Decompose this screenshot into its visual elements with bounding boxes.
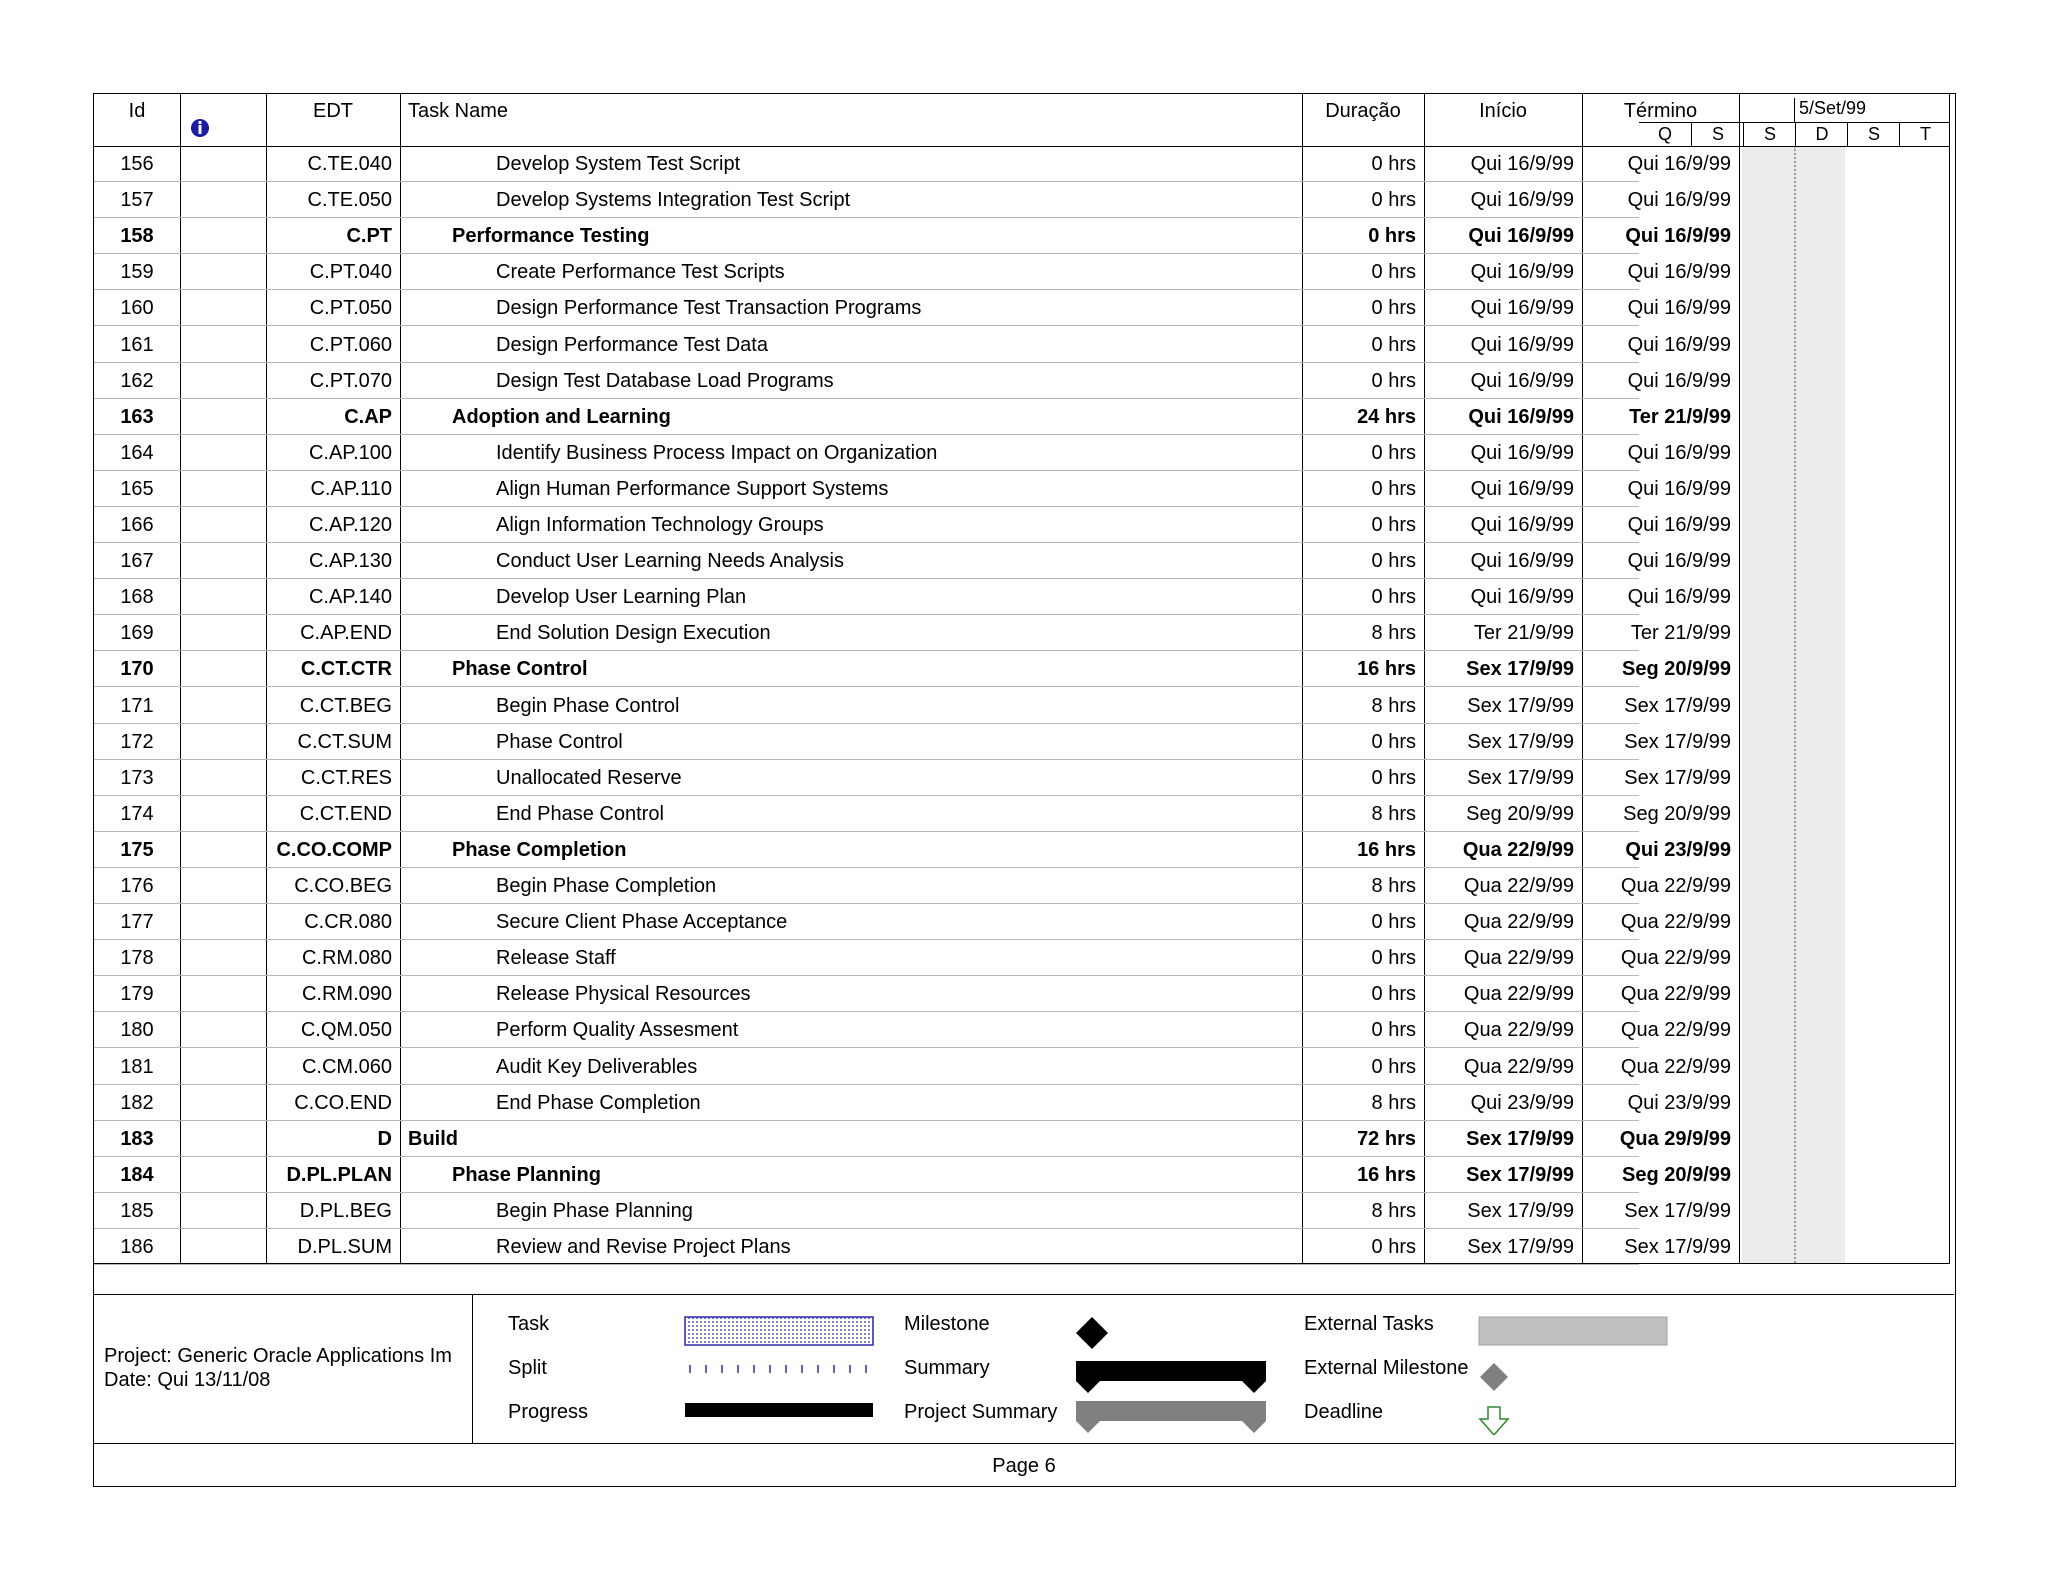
- task-finish: Qui 16/9/99: [1625, 225, 1731, 248]
- task-edt: C.CO.COMP: [276, 838, 392, 861]
- legend: [94, 1294, 1954, 1444]
- task-duration: 8 hrs: [1371, 875, 1416, 897]
- legend-date: Date: Qui 13/11/08: [104, 1369, 271, 1391]
- task-id: 174: [120, 802, 154, 825]
- task-edt: C.RM.090: [301, 983, 392, 1006]
- project-summary-swatch: [1076, 1401, 1266, 1433]
- task-start: Qua 22/9/99: [1463, 911, 1574, 934]
- timeline-day: D: [1795, 122, 1848, 146]
- task-name: Identify Business Process Impact on Organization: [496, 441, 938, 464]
- table-row[interactable]: [94, 435, 1731, 471]
- task-name: Design Test Database Load Programs: [496, 369, 834, 392]
- task-id: 181: [120, 1055, 154, 1078]
- task-id: 165: [120, 477, 154, 500]
- task-start: Qui 16/9/99: [1470, 477, 1574, 500]
- legend-task-symbols: [684, 1305, 884, 1435]
- legend-deadline-label: Deadline: [1304, 1401, 1383, 1423]
- table-row[interactable]: [94, 651, 1731, 687]
- task-name: Begin Phase Planning: [496, 1199, 693, 1222]
- task-id: 182: [120, 1091, 154, 1114]
- task-finish: Qui 16/9/99: [1627, 586, 1731, 609]
- task-name: Perform Quality Assesment: [496, 1019, 739, 1042]
- task-start: Qui 16/9/99: [1468, 225, 1574, 248]
- task-id: 170: [120, 658, 154, 681]
- task-finish: Qua 22/9/99: [1620, 911, 1731, 934]
- task-finish: Qua 22/9/99: [1620, 983, 1731, 1006]
- timeline-header: [1639, 94, 1950, 146]
- column-divider: [1739, 94, 1740, 1263]
- task-id: 184: [120, 1163, 154, 1186]
- task-start: Qui 16/9/99: [1470, 153, 1574, 175]
- task-start: Qua 22/9/99: [1463, 875, 1574, 897]
- task-duration: 0 hrs: [1371, 477, 1416, 500]
- task-id: 177: [120, 911, 154, 934]
- table-row[interactable]: [94, 254, 1731, 290]
- task-start: Sex 17/9/99: [1467, 694, 1574, 717]
- legend-external-tasks-label: External Tasks: [1304, 1313, 1434, 1335]
- task-start: Qui 16/9/99: [1470, 189, 1574, 212]
- external-milestone-diamond: [1480, 1363, 1508, 1391]
- header-info: [180, 94, 266, 146]
- task-duration: 16 hrs: [1357, 1163, 1416, 1186]
- task-id: 160: [120, 297, 154, 320]
- table-row[interactable]: [94, 1157, 1731, 1193]
- task-name: Release Physical Resources: [496, 983, 751, 1006]
- task-start: Sex 17/9/99: [1467, 1236, 1574, 1258]
- table-row[interactable]: [94, 327, 1731, 363]
- task-duration: 0 hrs: [1371, 189, 1416, 212]
- task-id: 172: [120, 730, 154, 753]
- task-edt: C.AP.120: [308, 514, 392, 536]
- task-start: Qui 16/9/99: [1470, 514, 1574, 536]
- task-name: Design Performance Test Data: [496, 333, 768, 356]
- task-duration: 0 hrs: [1371, 911, 1416, 934]
- task-edt: C.CT.SUM: [297, 730, 392, 753]
- table-row[interactable]: [94, 218, 1731, 254]
- table-row[interactable]: [94, 290, 1731, 326]
- task-name: Release Staff: [496, 947, 616, 970]
- legend-split-label: Split: [508, 1357, 547, 1379]
- task-name: End Phase Completion: [496, 1091, 701, 1114]
- task-edt: C.PT.050: [309, 297, 392, 320]
- legend-progress-label: Progress: [508, 1401, 589, 1423]
- task-finish: Qua 22/9/99: [1620, 875, 1731, 897]
- legend-milestone-label: Milestone: [904, 1313, 990, 1335]
- legend-task-label: Task: [508, 1313, 550, 1335]
- task-duration: 0 hrs: [1371, 441, 1416, 464]
- task-duration: 0 hrs: [1371, 1236, 1416, 1258]
- task-name: Develop Systems Integration Test Script: [496, 189, 851, 212]
- task-duration: 16 hrs: [1357, 658, 1416, 681]
- legend-summary-symbols: [1076, 1305, 1276, 1435]
- task-id: 167: [120, 550, 154, 573]
- task-finish: Qui 16/9/99: [1627, 261, 1731, 284]
- table-row[interactable]: [94, 796, 1731, 832]
- task-id: 171: [120, 694, 154, 717]
- task-finish: Sex 17/9/99: [1624, 1199, 1731, 1222]
- external-task-swatch: [1479, 1317, 1667, 1345]
- table-row[interactable]: [94, 724, 1731, 760]
- table-row[interactable]: [94, 1012, 1731, 1048]
- table-row[interactable]: [94, 1085, 1731, 1121]
- table-row[interactable]: [94, 1229, 1731, 1265]
- task-name: Phase Completion: [452, 838, 627, 861]
- task-duration: 0 hrs: [1371, 297, 1416, 320]
- task-finish: Sex 17/9/99: [1624, 730, 1731, 753]
- task-duration: 0 hrs: [1371, 550, 1416, 573]
- task-start: Qui 23/9/99: [1470, 1091, 1574, 1114]
- task-start: Qui 16/9/99: [1470, 441, 1574, 464]
- task-duration: 0 hrs: [1371, 1019, 1416, 1042]
- progress-swatch: [685, 1403, 873, 1417]
- task-name: Begin Phase Control: [496, 694, 680, 717]
- header-id: Id: [128, 100, 146, 122]
- task-name: End Solution Design Execution: [496, 622, 771, 645]
- task-duration: 0 hrs: [1371, 333, 1416, 356]
- task-finish: Qui 16/9/99: [1627, 477, 1731, 500]
- task-bar-swatch: [685, 1317, 873, 1345]
- gantt-table: [94, 94, 1950, 1263]
- task-duration: 0 hrs: [1371, 730, 1416, 753]
- task-edt: C.CM.060: [301, 1055, 392, 1078]
- timeline-today-line: [1794, 146, 1796, 1263]
- task-start: Sex 17/9/99: [1467, 730, 1574, 753]
- task-name: Begin Phase Completion: [496, 875, 717, 897]
- table-row[interactable]: [94, 976, 1731, 1012]
- task-name: Audit Key Deliverables: [496, 1055, 698, 1078]
- table-row[interactable]: [94, 904, 1731, 940]
- deadline-arrow-icon: [1480, 1407, 1508, 1435]
- task-finish: Qua 22/9/99: [1620, 1019, 1731, 1042]
- task-edt: C.CT.CTR: [300, 658, 392, 681]
- task-id: 158: [120, 225, 154, 248]
- row-separator: [94, 1264, 1639, 1265]
- task-edt: C.CO.END: [294, 1091, 392, 1114]
- table-row[interactable]: [94, 363, 1731, 399]
- task-edt: C.CT.END: [299, 802, 392, 825]
- task-finish: Ter 21/9/99: [1629, 405, 1731, 428]
- task-start: Qui 16/9/99: [1470, 586, 1574, 609]
- task-duration: 0 hrs: [1371, 983, 1416, 1006]
- task-start: Qui 16/9/99: [1468, 405, 1574, 428]
- table-row[interactable]: [94, 1049, 1731, 1085]
- task-duration: 16 hrs: [1357, 838, 1416, 861]
- task-name: Phase Control: [452, 658, 588, 681]
- timeline-right-edge: [1949, 94, 1950, 1263]
- timeline-week-label: 5/Set/99: [1799, 98, 1867, 118]
- task-name: Develop User Learning Plan: [496, 586, 747, 609]
- task-edt: C.PT.060: [309, 333, 392, 356]
- table-row[interactable]: [94, 146, 1731, 182]
- table-row[interactable]: [94, 940, 1731, 976]
- task-edt: C.CO.BEG: [294, 875, 392, 897]
- task-id: 179: [120, 983, 154, 1006]
- task-finish: Sex 17/9/99: [1624, 1236, 1731, 1258]
- task-edt: D: [377, 1127, 392, 1150]
- task-finish: Seg 20/9/99: [1622, 1163, 1731, 1186]
- header-task-name: Task Name: [408, 100, 509, 122]
- task-start: Sex 17/9/99: [1467, 766, 1574, 789]
- header-finish: Término: [1623, 100, 1698, 122]
- gantt-page-frame: [93, 93, 1956, 1487]
- legend-external-milestone-label: External Milestone: [1304, 1357, 1469, 1379]
- task-name: Develop System Test Script: [496, 153, 741, 175]
- task-finish: Qui 16/9/99: [1627, 189, 1731, 212]
- task-start: Qua 22/9/99: [1463, 1055, 1574, 1078]
- task-finish: Qua 22/9/99: [1620, 1055, 1731, 1078]
- task-start: Qua 22/9/99: [1462, 838, 1574, 861]
- task-edt: C.AP.130: [308, 550, 392, 573]
- task-name: Unallocated Reserve: [496, 766, 682, 789]
- task-name: Performance Testing: [452, 225, 650, 248]
- task-start: Qui 16/9/99: [1470, 369, 1574, 392]
- task-edt: D.PL.PLAN: [286, 1163, 392, 1186]
- task-start: Qua 22/9/99: [1463, 983, 1574, 1006]
- task-name: Align Human Performance Support Systems: [496, 477, 889, 500]
- task-name: Review and Revise Project Plans: [496, 1236, 791, 1258]
- task-duration: 8 hrs: [1371, 1199, 1416, 1222]
- task-name: Design Performance Test Transaction Programs: [496, 297, 922, 320]
- task-id: 161: [120, 333, 154, 356]
- task-duration: 72 hrs: [1357, 1127, 1416, 1150]
- task-duration: 0 hrs: [1371, 947, 1416, 970]
- task-finish: Ter 21/9/99: [1630, 622, 1731, 645]
- table-row[interactable]: [94, 1193, 1731, 1229]
- table-row[interactable]: [94, 182, 1731, 218]
- task-name: Align Information Technology Groups: [496, 514, 824, 536]
- table-row[interactable]: [94, 868, 1731, 904]
- task-edt: C.QM.050: [300, 1019, 392, 1042]
- task-start: Sex 17/9/99: [1467, 1199, 1574, 1222]
- table-row[interactable]: [94, 471, 1731, 507]
- task-start: Ter 21/9/99: [1473, 622, 1574, 645]
- task-finish: Qui 16/9/99: [1627, 297, 1731, 320]
- task-finish: Qui 16/9/99: [1627, 333, 1731, 356]
- task-id: 159: [120, 261, 154, 284]
- task-id: 163: [120, 405, 154, 428]
- task-finish: Qui 16/9/99: [1627, 514, 1731, 536]
- task-id: 176: [120, 875, 154, 897]
- task-duration: 8 hrs: [1371, 1091, 1416, 1114]
- task-edt: C.CR.080: [304, 911, 392, 934]
- table-row[interactable]: [94, 688, 1731, 724]
- task-id: 178: [120, 947, 154, 970]
- task-edt: C.AP.100: [308, 441, 392, 464]
- task-duration: 8 hrs: [1371, 802, 1416, 825]
- task-id: 175: [120, 838, 154, 861]
- timeline-day: S: [1691, 122, 1744, 146]
- task-duration: 8 hrs: [1371, 694, 1416, 717]
- task-id: 168: [120, 586, 154, 609]
- task-start: Qua 22/9/99: [1463, 1019, 1574, 1042]
- task-duration: 0 hrs: [1371, 586, 1416, 609]
- task-finish: Qua 22/9/99: [1620, 947, 1731, 970]
- table-row[interactable]: [94, 760, 1731, 796]
- task-finish: Qui 16/9/99: [1627, 550, 1731, 573]
- task-duration: 0 hrs: [1371, 514, 1416, 536]
- table-row[interactable]: [94, 615, 1731, 651]
- task-start: Qui 16/9/99: [1470, 550, 1574, 573]
- task-finish: Qui 23/9/99: [1625, 838, 1731, 861]
- timeline-day: T: [1899, 122, 1951, 146]
- task-start: Qua 22/9/99: [1463, 947, 1574, 970]
- task-finish: Seg 20/9/99: [1622, 658, 1731, 681]
- timeline-day: S: [1743, 122, 1796, 146]
- table-row[interactable]: [94, 579, 1731, 615]
- task-name: Phase Control: [496, 730, 623, 753]
- task-id: 156: [120, 153, 154, 175]
- task-start: Qui 16/9/99: [1470, 297, 1574, 320]
- legend-project: Project: Generic Oracle Applications Im: [104, 1345, 452, 1367]
- table-row[interactable]: [94, 399, 1731, 435]
- table-row[interactable]: [94, 543, 1731, 579]
- task-name: Secure Client Phase Acceptance: [496, 911, 788, 934]
- task-duration: 0 hrs: [1371, 1055, 1416, 1078]
- table-row[interactable]: [94, 1121, 1731, 1157]
- timeline-day: S: [1847, 122, 1900, 146]
- task-finish: Seg 20/9/99: [1623, 802, 1731, 825]
- timeline-week-band: [1639, 94, 1950, 123]
- task-duration: 0 hrs: [1368, 225, 1416, 248]
- task-edt: C.AP.140: [308, 586, 392, 609]
- task-name: Conduct User Learning Needs Analysis: [496, 550, 844, 573]
- task-name: Phase Planning: [452, 1163, 601, 1186]
- summary-swatch: [1076, 1361, 1266, 1393]
- task-start: Seg 20/9/99: [1466, 802, 1574, 825]
- header-start: Início: [1479, 100, 1527, 122]
- header-edt: EDT: [313, 100, 353, 122]
- task-id: 180: [120, 1019, 154, 1042]
- task-finish: Qui 16/9/99: [1627, 153, 1731, 175]
- task-name: Adoption and Learning: [452, 405, 671, 428]
- task-edt: C.RM.080: [301, 947, 392, 970]
- legend-external-symbols: [1478, 1305, 1678, 1435]
- task-duration: 0 hrs: [1371, 766, 1416, 789]
- page-number: Page 6: [992, 1455, 1056, 1477]
- task-start: Qui 16/9/99: [1470, 333, 1574, 356]
- task-edt: D.PL.SUM: [297, 1236, 392, 1258]
- legend-project-summary-label: Project Summary: [904, 1401, 1058, 1423]
- task-duration: 8 hrs: [1371, 622, 1416, 645]
- task-start: Sex 17/9/99: [1466, 1163, 1574, 1186]
- task-id: 162: [120, 369, 154, 392]
- task-id: 169: [120, 622, 154, 645]
- task-finish: Qui 16/9/99: [1627, 369, 1731, 392]
- task-edt: C.PT: [346, 225, 392, 248]
- task-duration: 24 hrs: [1357, 405, 1416, 428]
- task-edt: C.AP.110: [310, 477, 392, 500]
- task-start: Qui 16/9/99: [1470, 261, 1574, 284]
- task-duration: 0 hrs: [1371, 153, 1416, 175]
- table-row[interactable]: [94, 832, 1731, 868]
- task-id: 166: [120, 514, 154, 536]
- task-edt: C.PT.070: [309, 369, 392, 392]
- split-swatch: [690, 1365, 866, 1373]
- legend-divider: [472, 1295, 473, 1443]
- task-duration: 0 hrs: [1371, 261, 1416, 284]
- task-name: Create Performance Test Scripts: [496, 261, 785, 284]
- task-id: 164: [120, 441, 154, 464]
- task-finish: Qua 29/9/99: [1619, 1127, 1731, 1150]
- info-icon: [180, 94, 266, 146]
- task-duration: 0 hrs: [1371, 369, 1416, 392]
- task-id: 186: [120, 1236, 154, 1258]
- task-id: 185: [120, 1199, 154, 1222]
- task-edt: C.TE.050: [307, 189, 392, 212]
- task-start: Sex 17/9/99: [1466, 1127, 1574, 1150]
- task-finish: Qui 16/9/99: [1627, 441, 1731, 464]
- task-id: 183: [120, 1127, 154, 1150]
- table-row[interactable]: [94, 507, 1731, 543]
- task-id: 157: [120, 189, 154, 212]
- milestone-diamond: [1076, 1317, 1108, 1349]
- task-edt: C.CT.RES: [300, 766, 392, 789]
- task-name: Build: [408, 1127, 458, 1150]
- task-finish: Qui 23/9/99: [1627, 1091, 1731, 1114]
- task-edt: C.CT.BEG: [299, 694, 392, 717]
- task-finish: Sex 17/9/99: [1624, 766, 1731, 789]
- timeline-day: Q: [1657, 124, 1672, 144]
- task-start: Sex 17/9/99: [1466, 658, 1574, 681]
- task-name: End Phase Control: [496, 802, 664, 825]
- legend-summary-label: Summary: [904, 1357, 990, 1379]
- header-duration: Duração: [1325, 100, 1401, 122]
- task-finish: Sex 17/9/99: [1624, 694, 1731, 717]
- task-edt: C.PT.040: [309, 261, 392, 284]
- task-edt: C.AP: [344, 405, 392, 428]
- task-edt: D.PL.BEG: [299, 1199, 392, 1222]
- task-id: 173: [120, 766, 154, 789]
- task-edt: C.AP.END: [300, 622, 392, 645]
- task-edt: C.TE.040: [307, 153, 392, 175]
